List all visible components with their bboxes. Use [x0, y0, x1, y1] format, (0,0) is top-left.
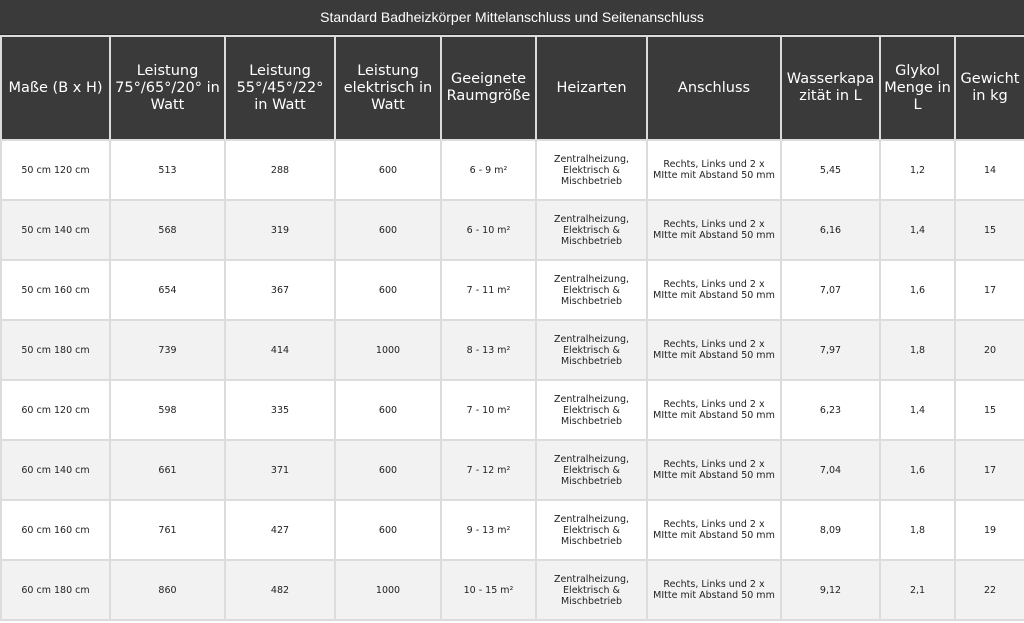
cell-connection: Rechts, Links und 2 x MItte mit Abstand 50 mm [647, 440, 781, 500]
table-row [1, 260, 1024, 320]
col-header-power-55: Leistung 55°/45°/22° in Watt [225, 36, 335, 140]
cell-glycol: 2,1 [880, 560, 955, 620]
cell-room-size: 8 - 13 m² [441, 320, 536, 380]
cell-connection: Rechts, Links und 2 x MItte mit Abstand 50 mm [647, 260, 781, 320]
table-row [1, 380, 1024, 440]
cell-power-electric: 600 [335, 440, 441, 500]
cell-power-75: 661 [110, 440, 225, 500]
cell-power-electric: 600 [335, 380, 441, 440]
radiator-spec-table [0, 35, 1024, 621]
cell-power-electric: 600 [335, 260, 441, 320]
table-title: Standard Badheizkörper Mittelanschluss und Seitenanschluss [0, 0, 1024, 35]
cell-weight: 19 [955, 500, 1024, 560]
cell-power-55: 482 [225, 560, 335, 620]
cell-weight: 17 [955, 440, 1024, 500]
table-row [1, 140, 1024, 200]
cell-power-electric: 600 [335, 140, 441, 200]
cell-power-55: 288 [225, 140, 335, 200]
cell-water-capacity: 9,12 [781, 560, 880, 620]
cell-water-capacity: 7,04 [781, 440, 880, 500]
cell-water-capacity: 6,16 [781, 200, 880, 260]
cell-connection: Rechts, Links und 2 x MItte mit Abstand 50 mm [647, 560, 781, 620]
cell-room-size: 7 - 10 m² [441, 380, 536, 440]
cell-power-electric: 600 [335, 200, 441, 260]
cell-weight: 20 [955, 320, 1024, 380]
col-header-connection: Anschluss [647, 36, 781, 140]
cell-weight: 17 [955, 260, 1024, 320]
cell-connection: Rechts, Links und 2 x MItte mit Abstand 50 mm [647, 140, 781, 200]
cell-connection: Rechts, Links und 2 x MItte mit Abstand 50 mm [647, 200, 781, 260]
cell-room-size: 6 - 9 m² [441, 140, 536, 200]
cell-power-55: 367 [225, 260, 335, 320]
cell-power-55: 427 [225, 500, 335, 560]
cell-power-75: 654 [110, 260, 225, 320]
cell-dimensions: 50 cm 160 cm [1, 260, 110, 320]
cell-connection: Rechts, Links und 2 x MItte mit Abstand 50 mm [647, 380, 781, 440]
col-header-dimensions: Maße (B x H) [1, 36, 110, 140]
table-row [1, 200, 1024, 260]
cell-dimensions: 60 cm 120 cm [1, 380, 110, 440]
col-header-glycol: Glykol Menge in L [880, 36, 955, 140]
cell-dimensions: 50 cm 120 cm [1, 140, 110, 200]
cell-power-55: 335 [225, 380, 335, 440]
cell-heating-types: Zentralheizung, Elektrisch & Mischbetrieb [536, 560, 647, 620]
col-header-water-capacity: Wasserkapa zität in L [781, 36, 880, 140]
cell-power-55: 414 [225, 320, 335, 380]
cell-power-75: 761 [110, 500, 225, 560]
cell-power-electric: 1000 [335, 560, 441, 620]
cell-weight: 15 [955, 200, 1024, 260]
cell-power-electric: 1000 [335, 320, 441, 380]
cell-room-size: 10 - 15 m² [441, 560, 536, 620]
cell-room-size: 9 - 13 m² [441, 500, 536, 560]
cell-weight: 14 [955, 140, 1024, 200]
cell-water-capacity: 8,09 [781, 500, 880, 560]
cell-power-75: 513 [110, 140, 225, 200]
table-row [1, 320, 1024, 380]
cell-power-75: 860 [110, 560, 225, 620]
cell-power-electric: 600 [335, 500, 441, 560]
table-row [1, 440, 1024, 500]
cell-dimensions: 60 cm 180 cm [1, 560, 110, 620]
cell-heating-types: Zentralheizung, Elektrisch & Mischbetrieb [536, 200, 647, 260]
cell-weight: 15 [955, 380, 1024, 440]
cell-glycol: 1,8 [880, 320, 955, 380]
cell-glycol: 1,6 [880, 260, 955, 320]
cell-weight: 22 [955, 560, 1024, 620]
col-header-power-electric: Leistung elektrisch in Watt [335, 36, 441, 140]
cell-heating-types: Zentralheizung, Elektrisch & Mischbetrieb [536, 380, 647, 440]
header-row [1, 36, 1024, 140]
table-row [1, 500, 1024, 560]
col-header-weight: Gewicht in kg [955, 36, 1024, 140]
cell-dimensions: 50 cm 140 cm [1, 200, 110, 260]
cell-glycol: 1,4 [880, 380, 955, 440]
cell-dimensions: 60 cm 160 cm [1, 500, 110, 560]
cell-room-size: 7 - 11 m² [441, 260, 536, 320]
cell-heating-types: Zentralheizung, Elektrisch & Mischbetrieb [536, 500, 647, 560]
cell-glycol: 1,6 [880, 440, 955, 500]
col-header-room-size: Geeignete Raumgröße [441, 36, 536, 140]
cell-water-capacity: 5,45 [781, 140, 880, 200]
cell-connection: Rechts, Links und 2 x MItte mit Abstand 50 mm [647, 500, 781, 560]
cell-glycol: 1,4 [880, 200, 955, 260]
cell-room-size: 6 - 10 m² [441, 200, 536, 260]
cell-heating-types: Zentralheizung, Elektrisch & Mischbetrieb [536, 320, 647, 380]
cell-dimensions: 50 cm 180 cm [1, 320, 110, 380]
cell-power-55: 371 [225, 440, 335, 500]
cell-water-capacity: 7,97 [781, 320, 880, 380]
cell-dimensions: 60 cm 140 cm [1, 440, 110, 500]
cell-power-55: 319 [225, 200, 335, 260]
cell-power-75: 568 [110, 200, 225, 260]
col-header-heating-types: Heizarten [536, 36, 647, 140]
cell-glycol: 1,8 [880, 500, 955, 560]
cell-water-capacity: 7,07 [781, 260, 880, 320]
cell-heating-types: Zentralheizung, Elektrisch & Mischbetrieb [536, 260, 647, 320]
cell-power-75: 598 [110, 380, 225, 440]
cell-heating-types: Zentralheizung, Elektrisch & Mischbetrieb [536, 440, 647, 500]
cell-glycol: 1,2 [880, 140, 955, 200]
cell-room-size: 7 - 12 m² [441, 440, 536, 500]
cell-power-75: 739 [110, 320, 225, 380]
cell-connection: Rechts, Links und 2 x MItte mit Abstand 50 mm [647, 320, 781, 380]
cell-water-capacity: 6,23 [781, 380, 880, 440]
table-row [1, 560, 1024, 620]
cell-heating-types: Zentralheizung, Elektrisch & Mischbetrieb [536, 140, 647, 200]
col-header-power-75: Leistung 75°/65°/20° in Watt [110, 36, 225, 140]
